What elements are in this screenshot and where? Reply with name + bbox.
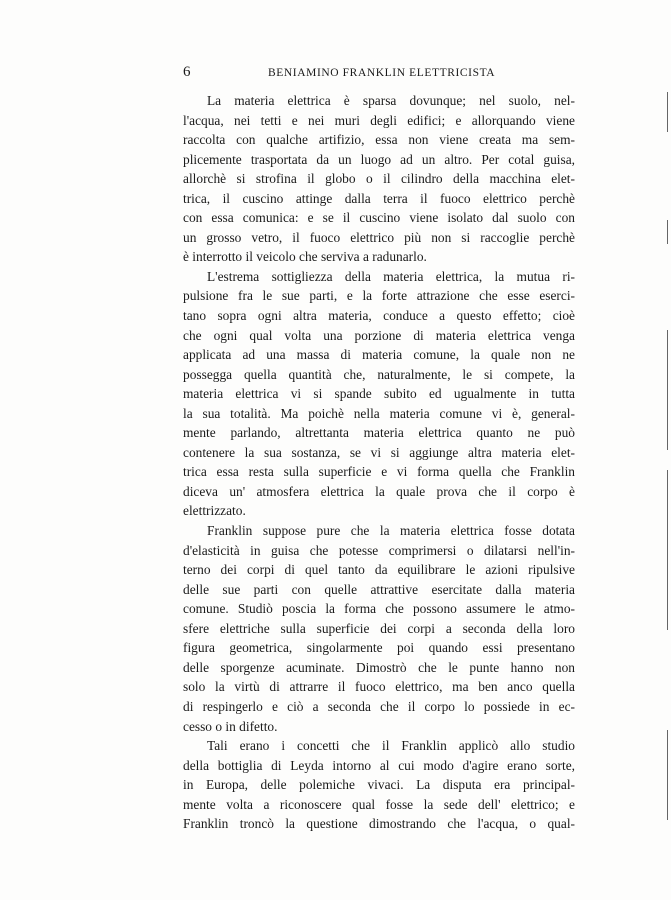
scan-edge-mark bbox=[667, 470, 668, 630]
text-line: è interrotto il veicolo che serviva a radunarlo. bbox=[183, 249, 427, 265]
text-line: plicemente trasportata da un luogo ad un altro. Per cotal guisa, bbox=[183, 151, 575, 167]
text-line: che ogni qual volta una porzione di materia elettrica venga bbox=[183, 327, 575, 343]
text-line: contenere la sua sostanza, se vi si aggiunge altra materia elet- bbox=[183, 444, 575, 460]
text-line: tano sopra ogni altra materia, conduce a questo effetto; cioè bbox=[183, 308, 575, 324]
text-line: L'estrema sottigliezza della materia elettrica, la mutua ri- bbox=[207, 268, 575, 284]
page-header bbox=[183, 62, 575, 82]
text-line: allorchè si strofina il globo o il cilindro della macchina elet- bbox=[183, 171, 575, 187]
scan-edge-mark bbox=[667, 92, 668, 132]
scan-edge-mark bbox=[667, 730, 668, 820]
text-line: materia elettrica vi si spande subito ed ugualmente in tutta bbox=[183, 386, 575, 402]
text-line: trica essa resta sulla superficie e vi forma quella che Franklin bbox=[183, 464, 575, 480]
text-line: d'elasticità in guisa che potesse comprimersi o dilatarsi nell'in- bbox=[183, 542, 575, 558]
text-line: delle sporgenze acuminate. Dimostrò che le punte hanno non bbox=[183, 659, 575, 675]
text-line: Franklin troncò la questione dimostrando che l'acqua, o qual- bbox=[183, 816, 575, 832]
text-line: La materia elettrica è sparsa dovunque; nel suolo, nel- bbox=[207, 93, 575, 108]
text-line: elettrizzato. bbox=[183, 503, 246, 519]
text-line: della bottiglia di Leyda intorno al cui modo d'agire erano sorte, bbox=[183, 757, 575, 773]
text-line: l'acqua, nei tetti e nei muri degli edifici; e allorquando viene bbox=[183, 112, 575, 128]
text-line: cesso o in difetto. bbox=[183, 718, 278, 734]
page-number: 6 bbox=[183, 64, 191, 80]
text-line: figura geometrica, singolarmente poi quando essi presentano bbox=[183, 640, 575, 656]
text-line: terno dei corpi di quel tanto da equilibrare le azioni ripulsive bbox=[183, 562, 575, 578]
text-line: possegga quella quantità che, naturalmente, le si compete, la bbox=[183, 366, 575, 382]
text-line: di respingerlo e ciò a seconda che il corpo lo possiede in ec- bbox=[183, 698, 575, 714]
text-line: applicata ad una massa di materia comune, la quale non ne bbox=[183, 347, 575, 363]
text-line: sfere elettriche sulla superficie dei corpi a seconda della loro bbox=[183, 620, 575, 636]
scan-edge-marks bbox=[663, 0, 671, 900]
text-line: Tali erano i concetti che il Franklin applicò allo studio bbox=[207, 738, 575, 754]
body-text bbox=[183, 91, 575, 834]
text-line: con essa comunica: e se il cuscino viene isolato dal suolo con bbox=[183, 210, 575, 226]
running-title: BENIAMINO FRANKLIN ELETTRICISTA bbox=[268, 67, 496, 79]
text-line: raccolta con qualche artifizio, essa non viene creata ma sem- bbox=[183, 132, 575, 148]
text-line: la sua totalità. Ma poichè nella materia comune vi è, general- bbox=[183, 405, 575, 421]
text-line: comune. Studiò poscia la forma che possono assumere le atmo- bbox=[183, 601, 575, 617]
text-line: solo la virtù di attrarre il fuoco elettrico, ma ben anco quella bbox=[183, 679, 575, 695]
scan-edge-mark bbox=[667, 220, 668, 244]
text-line: pulsione fra le sue parti, e la forte attrazione che esse eserci- bbox=[183, 288, 575, 304]
text-line: Franklin suppose pure che la materia elettrica fosse dotata bbox=[207, 523, 575, 539]
text-line: in Europa, delle polemiche vivaci. La disputa era principal- bbox=[183, 777, 575, 793]
text-line: trica, il cuscino attinge dalla terra il fuoco elettrico perchè bbox=[183, 190, 575, 206]
text-line: mente parlando, altrettanta materia elettrica quanto ne può bbox=[183, 425, 575, 441]
scan-edge-mark bbox=[667, 330, 668, 450]
text-line: diceva un' atmosfera elettrica la quale prova che il corpo è bbox=[183, 483, 575, 499]
text-line: mente volta a riconoscere qual fosse la sede dell' elettrico; e bbox=[183, 796, 575, 812]
text-line: delle sue parti con quelle attrattive esercitate dalla materia bbox=[183, 581, 575, 597]
text-line: un grosso vetro, il fuoco elettrico più non si raccoglie perchè bbox=[183, 229, 575, 245]
